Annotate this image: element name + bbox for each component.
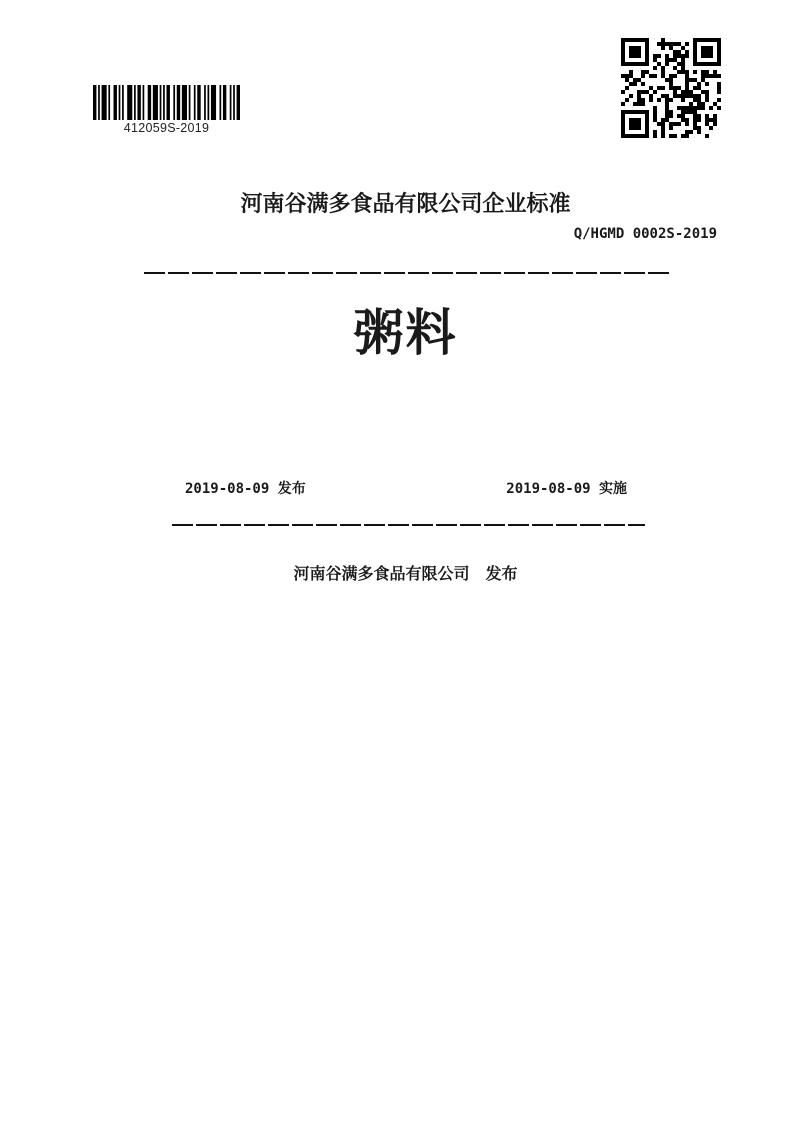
barcode-label: 412059S-2019 <box>123 121 210 135</box>
standard-number: Q/HGMD 0002S-2019 <box>573 226 717 242</box>
org-standard-title: 河南谷满多食品有限公司企业标准 <box>240 191 571 216</box>
issue-date: 2019-08-09 发布 <box>185 481 306 497</box>
document-title: 粥料 <box>353 305 458 361</box>
qr-code <box>621 38 721 138</box>
publisher-line: 河南谷满多食品有限公司 发布 <box>293 566 518 583</box>
separator-line-top <box>144 272 670 274</box>
qr-code-icon <box>621 38 721 138</box>
separator-line-bottom <box>172 524 645 526</box>
implement-date: 2019-08-09 实施 <box>506 481 627 497</box>
barcode <box>93 85 240 135</box>
barcode-icon <box>93 85 240 120</box>
